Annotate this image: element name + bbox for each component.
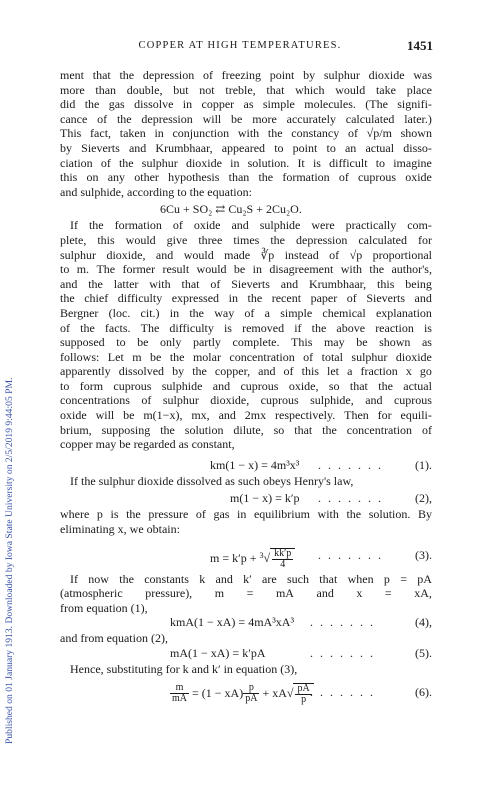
equation-4-number: (4), bbox=[415, 615, 432, 630]
equation-6-number: (6). bbox=[415, 684, 432, 699]
equation-1-formula: km(1 − x) = 4m³x³ bbox=[210, 457, 300, 472]
paragraph-3 bbox=[60, 507, 432, 536]
text-line: If now the constants k and k′ are such that when p = pA bbox=[70, 571, 432, 586]
equation-2-formula: m(1 − x) = k′p bbox=[230, 491, 300, 506]
text-line: (atmospheric pressure), m = mA and x = xA, bbox=[60, 586, 432, 601]
paragraph-2 bbox=[60, 218, 432, 452]
running-head: COPPER AT HIGH TEMPERATURES. bbox=[138, 40, 342, 51]
equation-3-number: (3). bbox=[415, 547, 432, 562]
equation-4-formula: kmA(1 − xA) = 4mA³xA³ bbox=[170, 615, 295, 630]
text-line: plete, this would give three times the depression calculated for bbox=[60, 232, 432, 247]
text-line: concentrations of sulphur dioxide, cuprous sulphide, and cuprous bbox=[60, 393, 432, 408]
text-line: cance of the depression will be more accurately calculated later.) bbox=[60, 111, 432, 126]
text-line: ciation of the sulphur dioxide in solution. It is difficult to imagine bbox=[60, 155, 432, 170]
text-line: from equation (1), bbox=[60, 600, 148, 615]
text-line: this on any other hypothesis than the formation of cuprous oxide bbox=[60, 170, 432, 185]
text-line: where p is the pressure of gas in equilibrium with the solution. By bbox=[60, 507, 432, 522]
page-body bbox=[60, 68, 432, 706]
paragraph-1 bbox=[60, 68, 432, 199]
equation-2-number: (2), bbox=[415, 491, 432, 506]
text-line: copper may be regarded as constant, bbox=[60, 437, 235, 452]
paragraph-4 bbox=[60, 572, 432, 616]
text-line: and the latter with that of Sieverts and Krumbhaar, this being bbox=[60, 276, 432, 291]
equation-5: mA(1 − xA) = k′pA . . . . . . . (5). bbox=[170, 646, 432, 660]
equation-3: m = k′p + $^3$√ $\frac{kk'p}{4}$ . . . . . . . (3). bbox=[210, 547, 432, 570]
equation-1: km(1 − x) = 4m³x³ . . . . . . . (1). bbox=[210, 457, 432, 472]
download-stamp-text: Published on 01 January 1913. Downloaded by Iowa State University on 2/5/2019 9:44:05 PM. bbox=[4, 377, 15, 744]
henry-line: If the sulphur dioxide dissolved as such obeys Henry's law, bbox=[70, 473, 354, 488]
text-line: of the facts. The difficulty is removed if the above reaction is bbox=[60, 320, 432, 335]
text-line: brium, supposing the solution dilute, so that the concentration of bbox=[60, 422, 432, 437]
text-line: the chief difficulty expressed in the recent paper of Sieverts and bbox=[60, 291, 432, 306]
page-header bbox=[0, 38, 480, 54]
text-line: follows: Let m be the molar concentration of total sulphur dioxide bbox=[60, 349, 432, 364]
text-line: supposed to be only partly complete. This may be shown as bbox=[60, 335, 432, 350]
text-line: to m. The former result would be in disagreement with the author's, bbox=[60, 262, 432, 277]
text-line: to form cuprous sulphide and cuprous oxide, so that the actual bbox=[60, 378, 432, 393]
text-line: by Sieverts and Krumbhaar, appeared to point to an actual disso- bbox=[60, 140, 432, 155]
text-line: did the gas dissolve in copper as simple molecules. (The signifi- bbox=[60, 97, 432, 112]
text-line: If the formation of oxide and sulphide were practically com- bbox=[70, 218, 432, 233]
equation-6-formula: $\frac{m}{mA}$ = (1 − xA) $\frac{p}{pA}$ + xA√ $\frac{pA}{p}$ bbox=[170, 683, 314, 705]
equation-4: kmA(1 − xA) = 4mA³xA³ . . . . . . . (4), bbox=[170, 615, 432, 630]
download-stamp bbox=[0, 0, 22, 792]
text-line: Bergner (loc. cit.) in the way of a simple chemical explanation bbox=[60, 305, 432, 320]
text-line: This fact, taken in conjunction with the constancy of √p/m shown bbox=[60, 126, 432, 141]
text-line: apparently dissolved by the copper, and of this let a fraction x go bbox=[60, 364, 432, 379]
equation-0 bbox=[60, 202, 432, 218]
text-line: sulphur dioxide, and would made ∛p instead of √p proportional bbox=[60, 247, 432, 262]
text-line: ment that the depression of freezing point by sulphur dioxide was bbox=[60, 68, 432, 82]
equation-6: $\frac{m}{mA}$ = (1 − xA) $\frac{p}{pA}$ + xA√ $\frac{pA}{p}$ . . . . . . . (6). bbox=[172, 682, 432, 705]
from-eq2-line: and from equation (2), bbox=[60, 631, 168, 646]
text-line: eliminating x, we obtain: bbox=[60, 522, 180, 537]
equation-2: m(1 − x) = k′p . . . . . . . (2), bbox=[230, 491, 432, 506]
equation-0-formula: 6Cu + SO₂ ⇄ Cu₂S + 2Cu₂O. bbox=[160, 202, 302, 217]
equation-1-number: (1). bbox=[415, 457, 432, 472]
text-line: and sulphide, according to the equation: bbox=[60, 184, 252, 199]
text-line: oxide will be m(1−x), mx, and 2mx respectively. Then for equili- bbox=[60, 408, 432, 423]
equation-5-number: (5). bbox=[415, 646, 432, 660]
hence-line: Hence, substituting for k and k′ in equation (3), bbox=[70, 662, 298, 676]
page-number: 1451 bbox=[407, 38, 433, 53]
equation-3-formula: m = k′p + $^3$√ $\frac{kk'p}{4}$ bbox=[210, 548, 295, 570]
text-line: more than double, but not treble, that which would take place bbox=[60, 82, 432, 97]
equation-5-formula: mA(1 − xA) = k′pA bbox=[170, 646, 266, 660]
